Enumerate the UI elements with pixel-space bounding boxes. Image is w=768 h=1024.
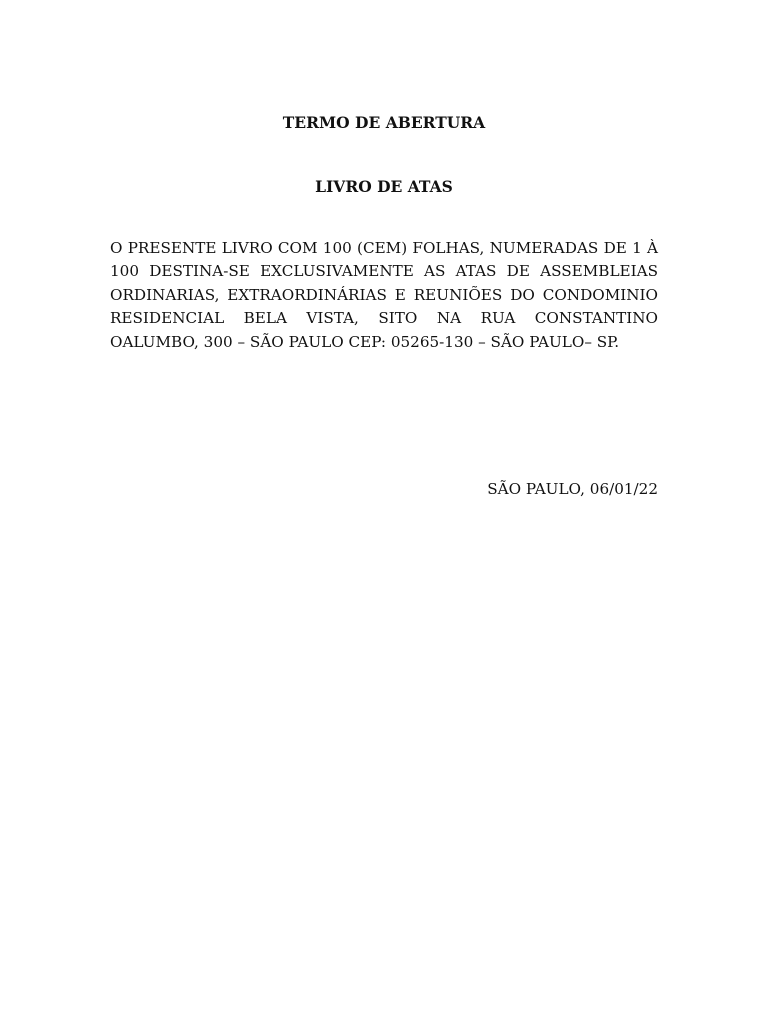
document-subtitle: LIVRO DE ATAS — [315, 177, 453, 196]
document-title: TERMO DE ABERTURA — [282, 113, 486, 132]
document-body-paragraph: O PRESENTE LIVRO COM 100 (CEM) FOLHAS, NUMERADAS DE 1 À 100 DESTINA-SE EXCLUSIVAMENTE AS ATAS DE ASSEMBLEIAS ORDINARIAS, EXTRAORDINÁRIAS E REUNIÕES DO CONDOMINIO RESIDENCIAL BELA VISTA, SITO NA RUA CONSTANTINO OALUMBO, 300 – SÃO PAULO CEP: 05265-130 – SÃO PAULO– SP. — [110, 239, 658, 351]
place-and-date: SÃO PAULO, 06/01/22 — [487, 480, 658, 498]
